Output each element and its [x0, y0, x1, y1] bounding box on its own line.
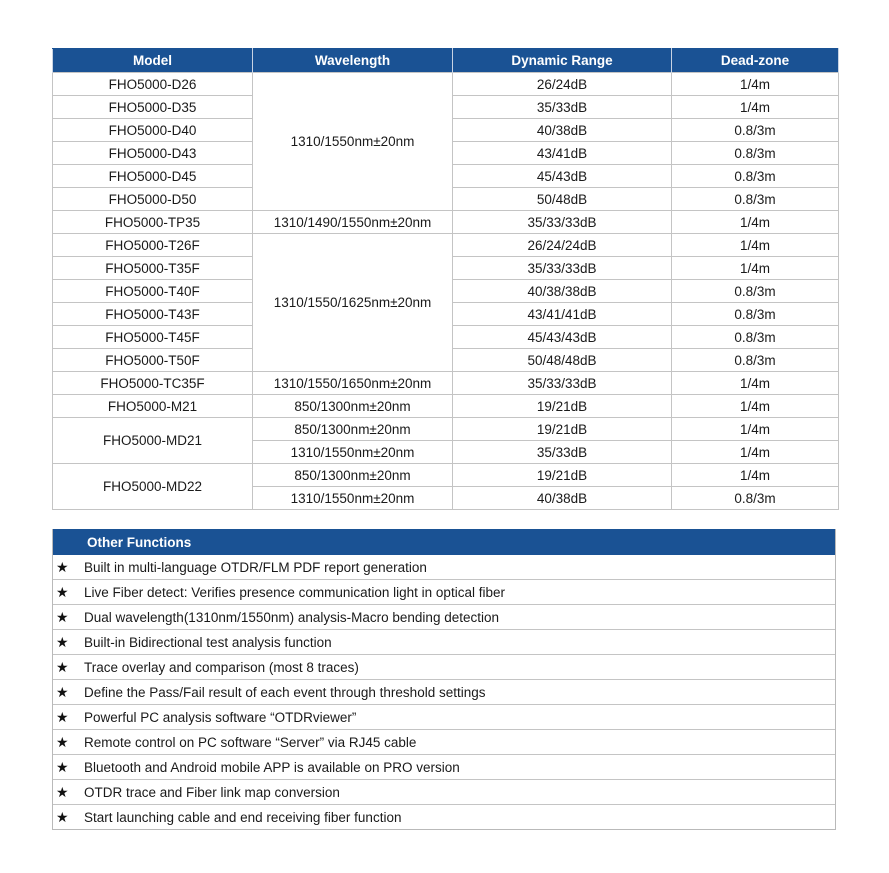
wavelength-cell: 1310/1550/1650nm±20nm	[253, 372, 453, 395]
table-row	[53, 372, 839, 395]
header-dynamic-range: Dynamic Range	[453, 49, 672, 73]
dynamic-range-cell: 35/33/33dB	[453, 211, 672, 234]
list-item	[53, 729, 835, 754]
table-row	[53, 211, 839, 234]
dead-zone-cell: 1/4m	[672, 234, 839, 257]
dead-zone-cell: 1/4m	[672, 73, 839, 96]
dynamic-range-cell: 40/38/38dB	[453, 280, 672, 303]
star-icon: ★	[56, 808, 69, 825]
model-cell: FHO5000-D50	[53, 188, 253, 211]
other-functions-panel	[52, 529, 836, 830]
list-item	[53, 604, 835, 629]
function-text: Built-in Bidirectional test analysis function	[84, 634, 332, 650]
model-cell: FHO5000-MD21	[53, 418, 253, 464]
dynamic-range-cell: 40/38dB	[453, 119, 672, 142]
function-text: Start launching cable and end receiving fiber function	[84, 809, 402, 825]
dead-zone-cell: 0.8/3m	[672, 119, 839, 142]
wavelength-cell: 1310/1490/1550nm±20nm	[253, 211, 453, 234]
star-icon: ★	[56, 608, 69, 625]
model-cell: FHO5000-T40F	[53, 280, 253, 303]
dynamic-range-cell: 19/21dB	[453, 395, 672, 418]
function-text: Define the Pass/Fail result of each event through threshold settings	[84, 684, 486, 700]
list-item	[53, 629, 835, 654]
star-icon: ★	[56, 633, 69, 650]
model-cell: FHO5000-MD22	[53, 464, 253, 510]
spec-table	[52, 48, 839, 510]
model-cell: FHO5000-T50F	[53, 349, 253, 372]
wavelength-cell: 850/1300nm±20nm	[253, 418, 453, 441]
dead-zone-cell: 0.8/3m	[672, 487, 839, 510]
dead-zone-cell: 1/4m	[672, 211, 839, 234]
wavelength-cell: 1310/1550nm±20nm	[253, 73, 453, 211]
dynamic-range-cell: 50/48/48dB	[453, 349, 672, 372]
dynamic-range-cell: 35/33dB	[453, 96, 672, 119]
dynamic-range-cell: 26/24/24dB	[453, 234, 672, 257]
model-cell: FHO5000-TP35	[53, 211, 253, 234]
function-text: Built in multi-language OTDR/FLM PDF report generation	[84, 559, 427, 575]
model-cell: FHO5000-D45	[53, 165, 253, 188]
star-icon: ★	[56, 683, 69, 700]
dead-zone-cell: 0.8/3m	[672, 188, 839, 211]
star-icon: ★	[56, 583, 69, 600]
header-model: Model	[53, 49, 253, 73]
list-item	[53, 704, 835, 729]
wavelength-cell: 1310/1550nm±20nm	[253, 487, 453, 510]
list-item	[53, 679, 835, 704]
function-text: OTDR trace and Fiber link map conversion	[84, 784, 340, 800]
dead-zone-cell: 1/4m	[672, 395, 839, 418]
other-functions-list	[53, 555, 835, 829]
dynamic-range-cell: 35/33/33dB	[453, 257, 672, 280]
dead-zone-cell: 1/4m	[672, 441, 839, 464]
dead-zone-cell: 0.8/3m	[672, 165, 839, 188]
dead-zone-cell: 0.8/3m	[672, 349, 839, 372]
dynamic-range-cell: 19/21dB	[453, 418, 672, 441]
star-icon: ★	[56, 658, 69, 675]
table-row	[53, 73, 839, 96]
table-row	[53, 418, 839, 441]
dead-zone-cell: 1/4m	[672, 418, 839, 441]
list-item	[53, 804, 835, 829]
model-cell: FHO5000-TC35F	[53, 372, 253, 395]
model-cell: FHO5000-D35	[53, 96, 253, 119]
model-cell: FHO5000-T45F	[53, 326, 253, 349]
function-text: Remote control on PC software “Server” via RJ45 cable	[84, 734, 417, 750]
dead-zone-cell: 0.8/3m	[672, 326, 839, 349]
header-wavelength: Wavelength	[253, 49, 453, 73]
dead-zone-cell: 1/4m	[672, 257, 839, 280]
dynamic-range-cell: 43/41/41dB	[453, 303, 672, 326]
star-icon: ★	[56, 783, 69, 800]
other-functions-title: Other Functions	[53, 529, 835, 555]
model-cell: FHO5000-D26	[53, 73, 253, 96]
model-cell: FHO5000-M21	[53, 395, 253, 418]
list-item	[53, 555, 835, 579]
model-cell: FHO5000-D40	[53, 119, 253, 142]
wavelength-cell: 850/1300nm±20nm	[253, 395, 453, 418]
star-icon: ★	[56, 708, 69, 725]
wavelength-cell: 1310/1550/1625nm±20nm	[253, 234, 453, 372]
list-item	[53, 754, 835, 779]
model-cell: FHO5000-T35F	[53, 257, 253, 280]
list-item	[53, 654, 835, 679]
dynamic-range-cell: 40/38dB	[453, 487, 672, 510]
list-item	[53, 779, 835, 804]
spec-table-body	[53, 73, 839, 510]
dead-zone-cell: 0.8/3m	[672, 142, 839, 165]
table-row	[53, 395, 839, 418]
star-icon: ★	[56, 758, 69, 775]
dynamic-range-cell: 26/24dB	[453, 73, 672, 96]
header-dead-zone: Dead-zone	[672, 49, 839, 73]
table-row	[53, 234, 839, 257]
dynamic-range-cell: 45/43dB	[453, 165, 672, 188]
spec-header-row	[53, 49, 839, 73]
model-cell: FHO5000-D43	[53, 142, 253, 165]
function-text: Trace overlay and comparison (most 8 traces)	[84, 659, 359, 675]
function-text: Live Fiber detect: Verifies presence communication light in optical fiber	[84, 584, 505, 600]
dynamic-range-cell: 35/33/33dB	[453, 372, 672, 395]
dead-zone-cell: 0.8/3m	[672, 280, 839, 303]
wavelength-cell: 1310/1550nm±20nm	[253, 441, 453, 464]
dynamic-range-cell: 50/48dB	[453, 188, 672, 211]
dead-zone-cell: 1/4m	[672, 372, 839, 395]
function-text: Powerful PC analysis software “OTDRviewer”	[84, 709, 357, 725]
dead-zone-cell: 1/4m	[672, 96, 839, 119]
function-text: Dual wavelength(1310nm/1550nm) analysis-Macro bending detection	[84, 609, 499, 625]
star-icon: ★	[56, 733, 69, 750]
model-cell: FHO5000-T43F	[53, 303, 253, 326]
dead-zone-cell: 1/4m	[672, 464, 839, 487]
dynamic-range-cell: 43/41dB	[453, 142, 672, 165]
dynamic-range-cell: 35/33dB	[453, 441, 672, 464]
function-text: Bluetooth and Android mobile APP is available on PRO version	[84, 759, 460, 775]
dynamic-range-cell: 45/43/43dB	[453, 326, 672, 349]
star-icon: ★	[56, 558, 69, 575]
model-cell: FHO5000-T26F	[53, 234, 253, 257]
dynamic-range-cell: 19/21dB	[453, 464, 672, 487]
list-item	[53, 579, 835, 604]
wavelength-cell: 850/1300nm±20nm	[253, 464, 453, 487]
table-row	[53, 464, 839, 487]
dead-zone-cell: 0.8/3m	[672, 303, 839, 326]
